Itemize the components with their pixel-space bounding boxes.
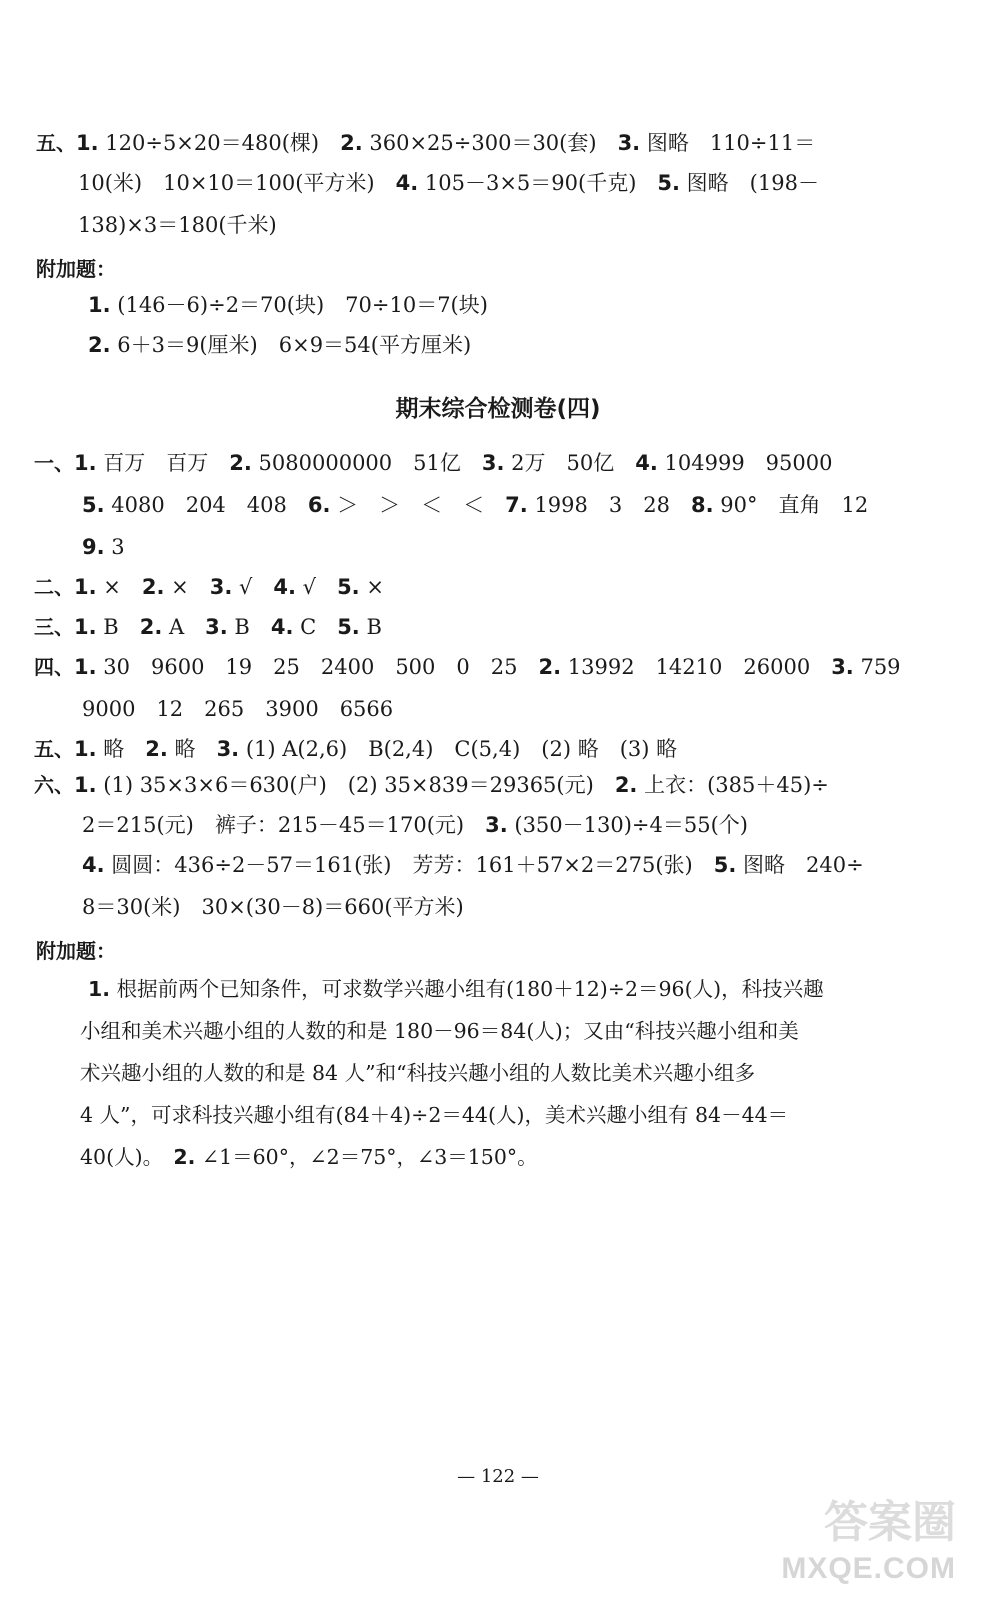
sec5-line-1: 五、1. 120÷5×20＝480(棵) 2. 360×25÷300＝30(套) 3. 图略 110÷11＝: [36, 131, 816, 155]
sec5-line-2: 10(米) 10×10＝100(平方米) 4. 105－3×5＝90(千克) 5. 图略 (198－: [78, 171, 819, 195]
bonus2-line-2: 小组和美术兴趣小组的人数的和是 180－96＝84(人)；又由“科技兴趣小组和美: [80, 1019, 799, 1043]
part5-line: 五、1. 略 2. 略 3. (1) A(2,6) B(2,4) C(5,4) (2) 略 (3) 略: [34, 737, 678, 761]
section-title: 期末综合检测卷(四): [395, 396, 601, 422]
part6-line-1: 六、1. (1) 35×3×6＝630(户) (2) 35×839＝29365(元) 2. 上衣：(385＋45)÷: [34, 773, 829, 797]
part6-line-4: 8＝30(米) 30×(30－8)＝660(平方米): [82, 895, 464, 919]
bonus-heading: 附加题：: [36, 257, 116, 281]
bonus2-line-5: 40(人)。 2. ∠1＝60°，∠2＝75°，∠3＝150°。: [80, 1145, 538, 1169]
part3-line: 三、1. B 2. A 3. B 4. C 5. B: [34, 615, 382, 639]
part1-line-2: 5. 4080 204 408 6. ＞ ＞ ＜ ＜ 7. 1998 3 28 8. 90° 直角 12: [82, 493, 869, 517]
bonus-q1: 1. (146－6)÷2＝70(块) 70÷10＝7(块): [88, 293, 488, 317]
bonus2-heading: 附加题：: [36, 939, 116, 963]
bonus2-line-4: 4 人”，可求科技兴趣小组有(84＋4)÷2＝44(人)，美术兴趣小组有 84－44＝: [80, 1103, 789, 1127]
watermark-site: MXQE.COM: [781, 1552, 956, 1585]
bonus2-line-1: 1. 根据前两个已知条件，可求数学兴趣小组有(180＋12)÷2＝96(人)，科技兴趣: [88, 977, 824, 1001]
bonus2-line-3: 术兴趣小组的人数的和是 84 人”和“科技兴趣小组的人数比美术兴趣小组多: [80, 1061, 756, 1085]
part2-line: 二、1. × 2. × 3. √ 4. √ 5. ×: [34, 575, 384, 599]
sec5-line-3: 138)×3＝180(千米): [78, 213, 277, 237]
bonus-q2: 2. 6＋3＝9(厘米) 6×9＝54(平方厘米): [88, 333, 472, 357]
page-number: — 122 —: [457, 1466, 539, 1487]
part4-line-1: 四、1. 30 9600 19 25 2400 500 0 25 2. 13992 14210 26000 3. 759: [34, 655, 901, 679]
part6-line-3: 4. 圆圆：436÷2－57＝161(张) 芳芳：161＋57×2＝275(张) 5. 图略 240÷: [82, 853, 864, 877]
part1-line-1: 一、1. 百万 百万 2. 5080000000 51亿 3. 2万 50亿 4. 104999 95000: [34, 451, 833, 475]
part4-line-2: 9000 12 265 3900 6566: [82, 697, 394, 721]
watermark-logo: [746, 1486, 956, 1586]
watermark-logo-text: 答案圈: [824, 1497, 956, 1548]
part6-line-2: 2＝215(元) 裤子：215－45＝170(元) 3. (350－130)÷4＝55(个): [82, 813, 748, 837]
part1-line-3: 9. 3: [82, 535, 125, 559]
